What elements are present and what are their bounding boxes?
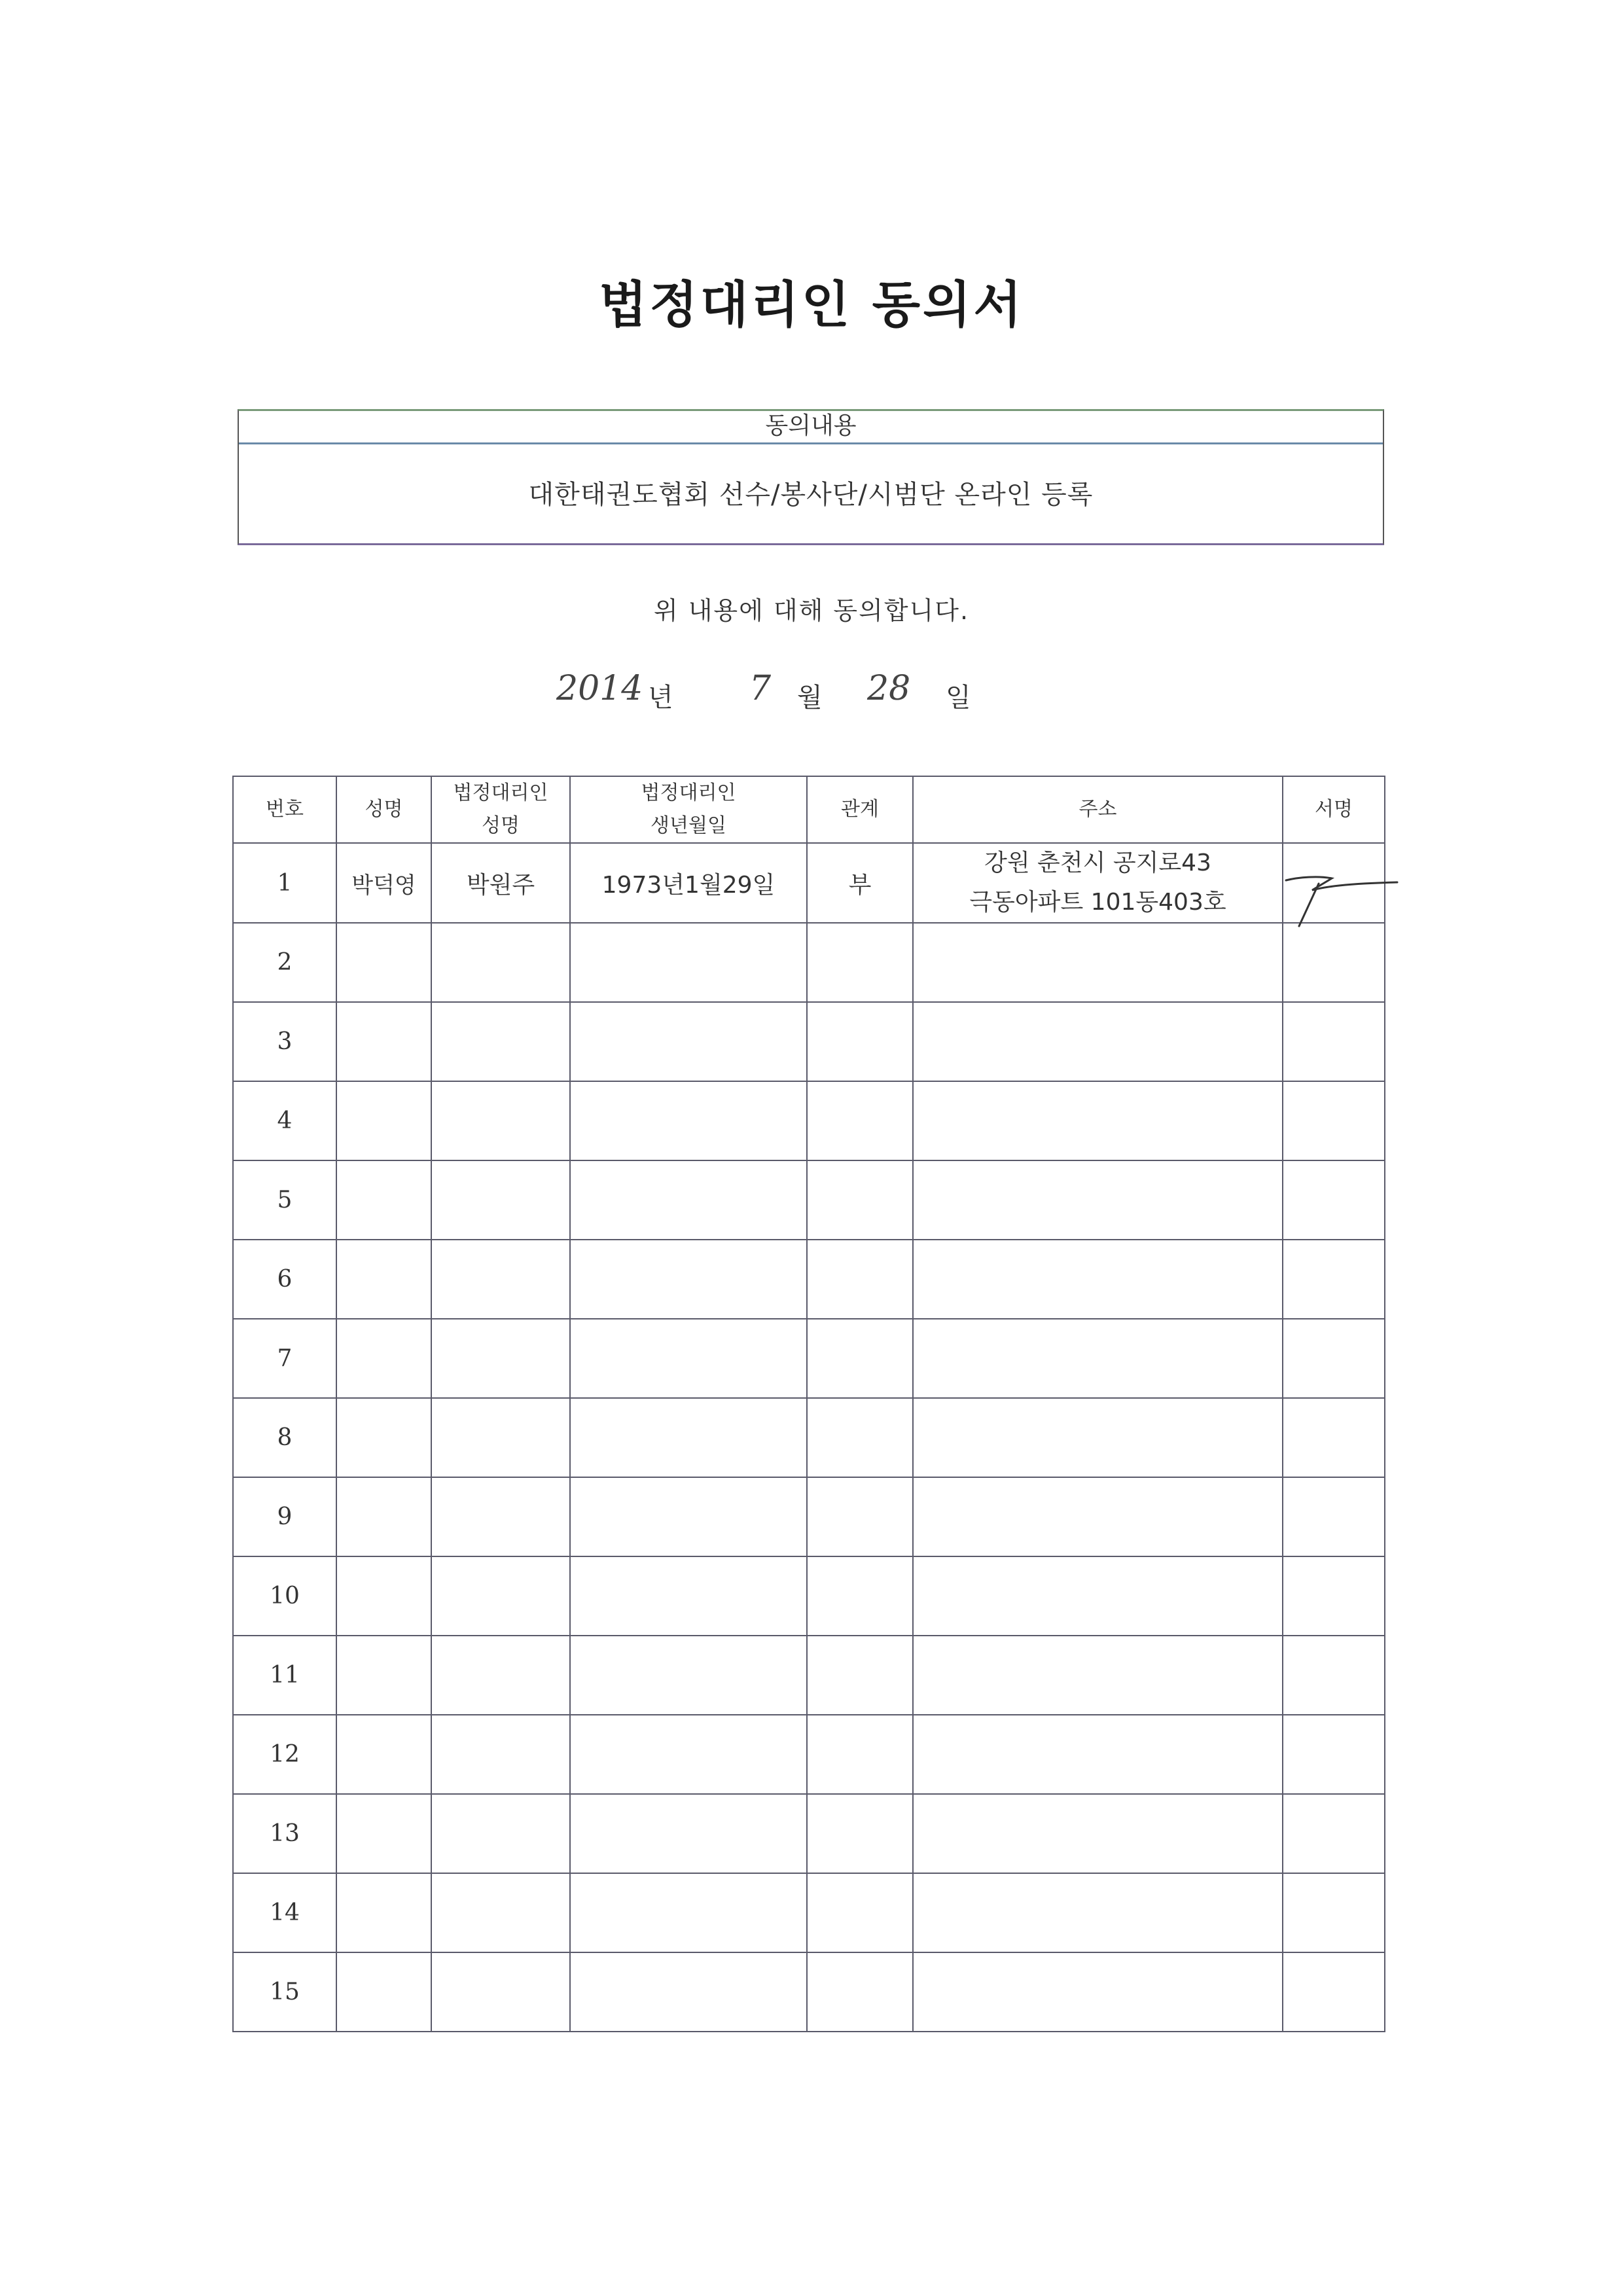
header-guardian-name-line1: 법정대리인: [453, 781, 548, 804]
row-address: [913, 843, 1283, 923]
row-signature: [1283, 1794, 1385, 1873]
row-name: [336, 1160, 431, 1240]
row-birth: 1973년1월29일: [570, 843, 807, 923]
row-birth: [570, 1477, 807, 1556]
handwritten-signature: [1273, 864, 1404, 929]
row-no: 3: [233, 1002, 336, 1081]
row-relation: 부: [807, 843, 913, 923]
header-signature: 서명: [1283, 776, 1385, 843]
row-relation: [807, 1398, 913, 1477]
row-name: [336, 1477, 431, 1556]
row-name: [336, 1715, 431, 1794]
row-birth: [570, 1873, 807, 1952]
row-relation: [807, 1319, 913, 1398]
date-day-label: 일: [946, 683, 971, 713]
header-relation: 관계: [807, 776, 913, 843]
date-year-label: 년: [648, 683, 673, 713]
row-no: 9: [233, 1477, 336, 1556]
consent-box: [238, 409, 1384, 545]
row-guardian: 박원주: [431, 843, 570, 923]
row-no: 7: [233, 1319, 336, 1398]
row-birth: [570, 1319, 807, 1398]
row-no: 1: [233, 843, 336, 923]
table-row: [233, 1556, 1385, 1636]
page-title: 법정대리인 동의서: [599, 276, 1024, 334]
row-address: [913, 1636, 1283, 1715]
row-guardian: [431, 1794, 570, 1873]
row-guardian: [431, 1319, 570, 1398]
row-name: [336, 1952, 431, 2032]
row-address: [913, 923, 1283, 1002]
row-signature: [1283, 1636, 1385, 1715]
table-row: [233, 1081, 1385, 1160]
row-address: [913, 1319, 1283, 1398]
header-guardian-name: [431, 776, 570, 843]
row-guardian: [431, 1556, 570, 1636]
row-name: [336, 1794, 431, 1873]
row-address: [913, 1477, 1283, 1556]
table-row: [233, 1002, 1385, 1081]
row-relation: [807, 1002, 913, 1081]
row-guardian: [431, 1240, 570, 1319]
row-birth: [570, 1715, 807, 1794]
row-signature: [1283, 1319, 1385, 1398]
row-birth: [570, 1636, 807, 1715]
header-guardian-birth: [570, 776, 807, 843]
row-name: [336, 1556, 431, 1636]
row-guardian: [431, 923, 570, 1002]
date-month-label: 월: [797, 683, 823, 713]
row-no: 11: [233, 1636, 336, 1715]
row-relation: [807, 1477, 913, 1556]
row-signature: [1283, 1398, 1385, 1477]
row-signature: [1283, 1873, 1385, 1952]
row-relation: [807, 1081, 913, 1160]
row-birth: [570, 923, 807, 1002]
consent-header: 동의내용: [239, 411, 1383, 444]
header-address: 주소: [913, 776, 1283, 843]
row-address: [913, 1873, 1283, 1952]
table-row: [233, 1794, 1385, 1873]
row-guardian: [431, 1636, 570, 1715]
row-relation: [807, 923, 913, 1002]
consent-content: 대한태권도협회 선수/봉사단/시범단 온라인 등록: [528, 480, 1094, 510]
header-name: 성명: [336, 776, 431, 843]
table-row: [233, 1477, 1385, 1556]
row-name: [336, 1240, 431, 1319]
row-signature: [1283, 1477, 1385, 1556]
row-name: [336, 1873, 431, 1952]
table-row: [233, 1952, 1385, 2032]
row-no: 10: [233, 1556, 336, 1636]
row-birth: [570, 1081, 807, 1160]
row-signature: [1283, 1081, 1385, 1160]
row-relation: [807, 1636, 913, 1715]
header-guardian-name-line2: 성명: [482, 814, 520, 837]
row-signature: [1283, 923, 1385, 1002]
row-address: [913, 1160, 1283, 1240]
row-no: 8: [233, 1398, 336, 1477]
row-no: 4: [233, 1081, 336, 1160]
row-address: [913, 1398, 1283, 1477]
table-row: [233, 843, 1385, 923]
row-guardian: [431, 1715, 570, 1794]
row-address: [913, 1794, 1283, 1873]
row-guardian: [431, 1081, 570, 1160]
row-name: [336, 1398, 431, 1477]
table-row: [233, 1319, 1385, 1398]
table-header-row: [233, 776, 1385, 843]
row-guardian: [431, 1873, 570, 1952]
row-birth: [570, 1794, 807, 1873]
row-birth: [570, 1240, 807, 1319]
row-name: [336, 1002, 431, 1081]
row-guardian: [431, 1952, 570, 2032]
row-address: [913, 1952, 1283, 2032]
agree-statement: 위 내용에 대해 동의합니다.: [653, 596, 970, 625]
row-guardian: [431, 1002, 570, 1081]
row-no: 2: [233, 923, 336, 1002]
row-address: [913, 1556, 1283, 1636]
row-relation: [807, 1556, 913, 1636]
date-day: 28: [867, 669, 911, 708]
row-birth: [570, 1002, 807, 1081]
table-row: [233, 1240, 1385, 1319]
row-guardian: [431, 1398, 570, 1477]
row-guardian: [431, 1477, 570, 1556]
row-address: [913, 1240, 1283, 1319]
row-signature: [1283, 1952, 1385, 2032]
header-guardian-birth-line2: 생년월일: [651, 814, 726, 837]
row-address-line2: 극동아파트 101동403호: [969, 889, 1226, 916]
row-relation: [807, 1794, 913, 1873]
row-no: 13: [233, 1794, 336, 1873]
row-no: 12: [233, 1715, 336, 1794]
row-birth: [570, 1398, 807, 1477]
table-row: [233, 1636, 1385, 1715]
row-relation: [807, 1160, 913, 1240]
row-signature: [1283, 1160, 1385, 1240]
table-row: [233, 923, 1385, 1002]
table-row: [233, 1715, 1385, 1794]
date-year: 2014: [556, 669, 643, 708]
date-month: 7: [749, 669, 772, 708]
row-signature: [1283, 1556, 1385, 1636]
row-name: [336, 1636, 431, 1715]
row-no: 6: [233, 1240, 336, 1319]
row-name: 박덕영: [336, 843, 431, 923]
row-address: [913, 1002, 1283, 1081]
registration-table: [232, 776, 1385, 2032]
header-no: 번호: [233, 776, 336, 843]
row-no: 15: [233, 1952, 336, 2032]
row-relation: [807, 1873, 913, 1952]
table-row: [233, 1873, 1385, 1952]
row-address: [913, 1081, 1283, 1160]
row-relation: [807, 1952, 913, 2032]
row-address-line1: 강원 춘천시 공지로43: [984, 850, 1211, 876]
table-row: [233, 1160, 1385, 1240]
row-name: [336, 1319, 431, 1398]
row-relation: [807, 1715, 913, 1794]
row-signature: [1283, 1002, 1385, 1081]
row-relation: [807, 1240, 913, 1319]
row-name: [336, 923, 431, 1002]
row-signature: [1283, 1715, 1385, 1794]
row-birth: [570, 1556, 807, 1636]
row-signature: [1283, 1240, 1385, 1319]
row-no: 14: [233, 1873, 336, 1952]
row-guardian: [431, 1160, 570, 1240]
row-no: 5: [233, 1160, 336, 1240]
table-row: [233, 1398, 1385, 1477]
row-birth: [570, 1952, 807, 2032]
row-name: [336, 1081, 431, 1160]
row-address: [913, 1715, 1283, 1794]
header-guardian-birth-line1: 법정대리인: [641, 781, 736, 804]
row-birth: [570, 1160, 807, 1240]
